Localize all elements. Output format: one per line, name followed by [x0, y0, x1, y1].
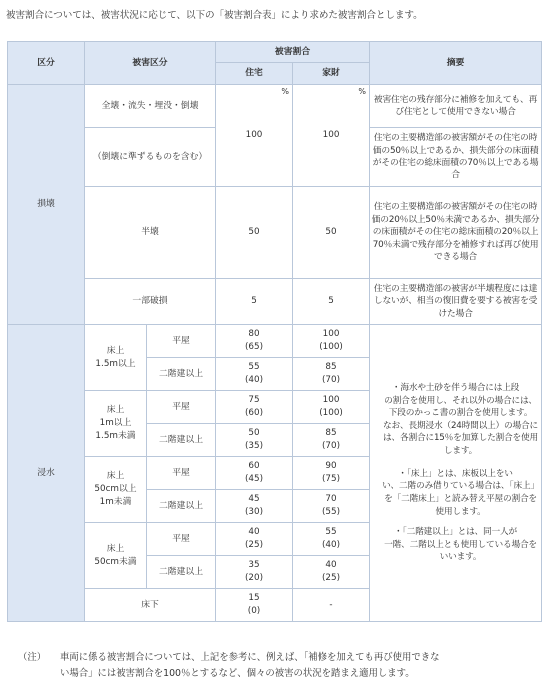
flood-goods-value: 55 (40) — [293, 523, 370, 556]
flood-group-line: 1.5m以上 — [95, 358, 136, 369]
total-loss-sub-label: （倒壊に準ずるものを含む） — [85, 128, 216, 187]
flood-house-value: 75 (60) — [216, 391, 293, 424]
header-goods: 家財 — [293, 63, 370, 85]
single-story-label: 平屋 — [147, 523, 216, 556]
two-story-label: 二階建以上 — [147, 424, 216, 457]
flood-notes — [370, 325, 542, 622]
note-3: ・「二階建以上」とは、同一人が 一階、二階以上とも使用している場合をいいます。 — [384, 527, 537, 563]
flood-goods-value: 100 (100) — [293, 325, 370, 358]
flood-house-value: 80 (65) — [216, 325, 293, 358]
flood-house-value: 35 (20) — [216, 556, 293, 589]
total-loss-goods-ratio — [293, 85, 370, 187]
footer-line-2: い場合」には被害割合を100％とするなど、個々の被害の状況を踏まえ適用します。 — [60, 668, 415, 680]
header-summary: 摘要 — [370, 42, 542, 85]
below-floor-label: 床下 — [85, 589, 216, 622]
header-house: 住宅 — [216, 63, 293, 85]
total-loss-desc-1: 被害住宅の残存部分に補修を加えても、再び住宅として使用できない場合 — [370, 85, 542, 128]
partial-house-value: 5 — [216, 279, 293, 325]
note-2: ・「床上」とは、床板以上をい い、二階のみ借りている場合は、「床上」を「二階床上」と読み替え平屋の割合を使用します。 — [382, 468, 539, 517]
flood-category-label: 浸水 — [8, 325, 85, 622]
half-house-value: 50 — [216, 187, 293, 279]
header-ratio: 被害割合 — [216, 42, 370, 63]
total-loss-goods-value: 100 — [322, 130, 340, 141]
damage-ratio-table — [7, 41, 542, 622]
flood-goods-value: 70 (55) — [293, 490, 370, 523]
header-category: 区分 — [8, 42, 85, 85]
flood-house-value: 60 (45) — [216, 457, 293, 490]
half-damage-label: 半壊 — [85, 187, 216, 279]
below-floor-house-value: 15 (0) — [216, 589, 293, 622]
two-story-label: 二階建以上 — [147, 556, 216, 589]
total-loss-label: 全壊・流失・埋没・倒壊 — [85, 85, 216, 128]
flood-house-value: 45 (30) — [216, 490, 293, 523]
below-floor-goods-value: - — [293, 589, 370, 622]
flood-group-label — [85, 325, 147, 391]
half-damage-desc: 住宅の主要構造部の被害額がその住宅の時価の20％以上50％未満であるか、損失部分の床面積がその住宅の総床面積の20％以上70％未満で残存部分を補修すれば再び使用できる場合 — [370, 187, 542, 279]
total-loss-house-ratio — [216, 85, 293, 187]
damage-category-label: 損壊 — [8, 85, 85, 325]
total-loss-house-value: 100 — [245, 130, 263, 141]
flood-house-value: 40 (25) — [216, 523, 293, 556]
flood-goods-value: 85 (70) — [293, 358, 370, 391]
flood-goods-value: 90 (75) — [293, 457, 370, 490]
single-story-label: 平屋 — [147, 391, 216, 424]
two-story-label: 二階建以上 — [147, 490, 216, 523]
partial-goods-value: 5 — [293, 279, 370, 325]
half-goods-value: 50 — [293, 187, 370, 279]
note-1: ・海水や土砂を伴う場合には上段 の割合を使用し、それ以外の場合には、下段のかっこ書の割合を使用します。 なお、長期浸水（24時間以上）の場合には、各割合に15％を加算した割合を使用します。 — [383, 383, 538, 457]
flood-group-label: 床上 50cm未満 — [85, 523, 147, 589]
single-story-label: 平屋 — [147, 325, 216, 358]
total-loss-desc-2: 住宅の主要構造部の被害額がその住宅の時価の50％以上であるか、損失部分の床面積がその住宅の総床面積の70％以上である場合 — [370, 128, 542, 187]
two-story-label: 二階建以上 — [147, 358, 216, 391]
flood-house-value: 55 (40) — [216, 358, 293, 391]
flood-group-line: 床上 — [106, 345, 125, 356]
flood-group-label: 床上 1m以上 1.5m未満 — [85, 391, 147, 457]
partial-damage-desc: 住宅の主要構造部の被害が半壊程度には達しないが、相当の復旧費を要する被害を受けた場合 — [370, 279, 542, 325]
single-story-label: 平屋 — [147, 457, 216, 490]
footer-note — [18, 650, 538, 683]
footer-label: （注） — [18, 652, 47, 663]
flood-goods-value: 100 (100) — [293, 391, 370, 424]
flood-house-value: 50 (35) — [216, 424, 293, 457]
flood-goods-value: 40 (25) — [293, 556, 370, 589]
flood-goods-value: 85 (70) — [293, 424, 370, 457]
flood-group-label: 床上 50cm以上 1m未満 — [85, 457, 147, 523]
intro-text: 被害割合については、被害状況に応じて、以下の「被害割合表」により求めた被害割合とします。 — [6, 10, 423, 21]
header-damage-class: 被害区分 — [85, 42, 216, 85]
footer-line-1: 車両に係る被害割合については、上記を参考に、例えば、「補修を加えても再び使用できな — [60, 652, 440, 663]
percent-unit: % — [281, 87, 290, 96]
partial-damage-label: 一部破損 — [85, 279, 216, 325]
percent-unit: % — [358, 87, 367, 96]
